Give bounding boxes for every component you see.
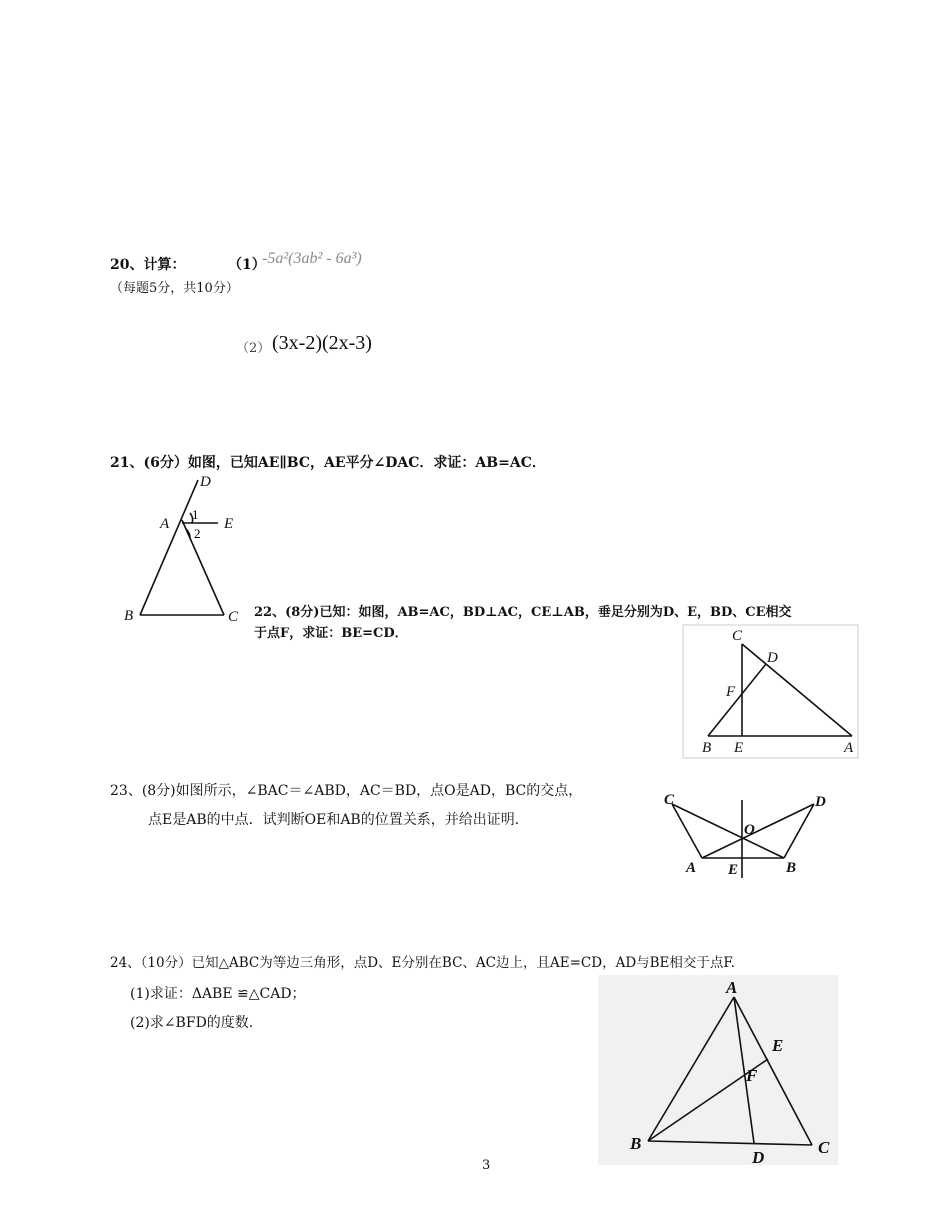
label-b: B <box>702 740 712 756</box>
q20-part2-expression: (3x-2)(2x-3) <box>272 332 372 354</box>
line-cb <box>672 804 784 858</box>
label-b: B <box>786 860 797 876</box>
label-e: E <box>772 1036 784 1055</box>
label-e: E <box>224 516 234 532</box>
label-c: C <box>818 1138 830 1157</box>
q23-line2: 点E是AB的中点．试判断OE和AB的位置关系，并给出证明． <box>148 812 529 828</box>
q23-figure <box>660 792 840 882</box>
label-e: E <box>734 740 744 756</box>
label-d: D <box>752 1148 765 1165</box>
page-number: 3 <box>482 1158 491 1173</box>
figure-border <box>683 625 858 758</box>
label-b: B <box>630 1134 642 1153</box>
label-d: D <box>767 650 778 666</box>
q22-line2: 于点F，求证：BE=CD． <box>254 626 408 641</box>
label-a: A <box>160 516 170 532</box>
label-d: D <box>815 794 826 810</box>
label-c: C <box>732 628 743 644</box>
label-o: O <box>744 822 755 838</box>
label-e: E <box>728 862 739 878</box>
q24-sub2: (2)求∠BFD的度数. <box>130 1015 254 1031</box>
q20-heading: 20、计算： <box>110 257 186 273</box>
line-db <box>140 480 198 615</box>
q24-figure <box>598 975 838 1165</box>
label-f: F <box>726 684 736 700</box>
line-bd <box>708 664 766 736</box>
q21-figure <box>120 470 250 630</box>
line-ac <box>182 520 224 615</box>
line-da <box>702 804 814 858</box>
q24-line1: 24、（10分）已知△ABC为等边三角形，点D、E分别在BC、AC边上，且AE=CD，AD与BE相交于点F. <box>110 955 735 971</box>
q21-text: 21、(6分）如图，已知AE∥BC，AE平分∠DAC．求证：AB=AC． <box>110 455 546 471</box>
q22-line1: 22、(8分)已知：如图，AB=AC，BD⊥AC，CE⊥AB，垂足分别为D、E，BD、CE相交 <box>254 605 792 620</box>
q20-note: （每题5分，共10分） <box>110 281 239 296</box>
label-d: D <box>200 474 211 490</box>
q20-part2-label: （2） <box>236 341 271 356</box>
label-2: 2 <box>194 526 201 541</box>
label-c: C <box>228 609 239 625</box>
label-a: A <box>726 978 738 997</box>
label-a: A <box>686 860 697 876</box>
label-b: B <box>124 608 134 624</box>
label-a: A <box>844 740 854 756</box>
q20-part1-label: （1） <box>228 257 266 273</box>
line-ca <box>742 644 852 736</box>
q20-part1-expression: -5a²(3ab² - 6a³) <box>262 250 362 267</box>
q24-sub1: (1)求证：ΔABE ≌△CAD； <box>130 986 306 1002</box>
label-1: 1 <box>192 507 199 522</box>
q22-figure <box>682 624 860 760</box>
label-c: C <box>664 792 675 808</box>
q23-line1: 23、(8分)如图所示，∠BAC＝∠ABD，AC＝BD，点O是AD，BC的交点， <box>110 783 583 799</box>
label-f: F <box>746 1066 758 1085</box>
